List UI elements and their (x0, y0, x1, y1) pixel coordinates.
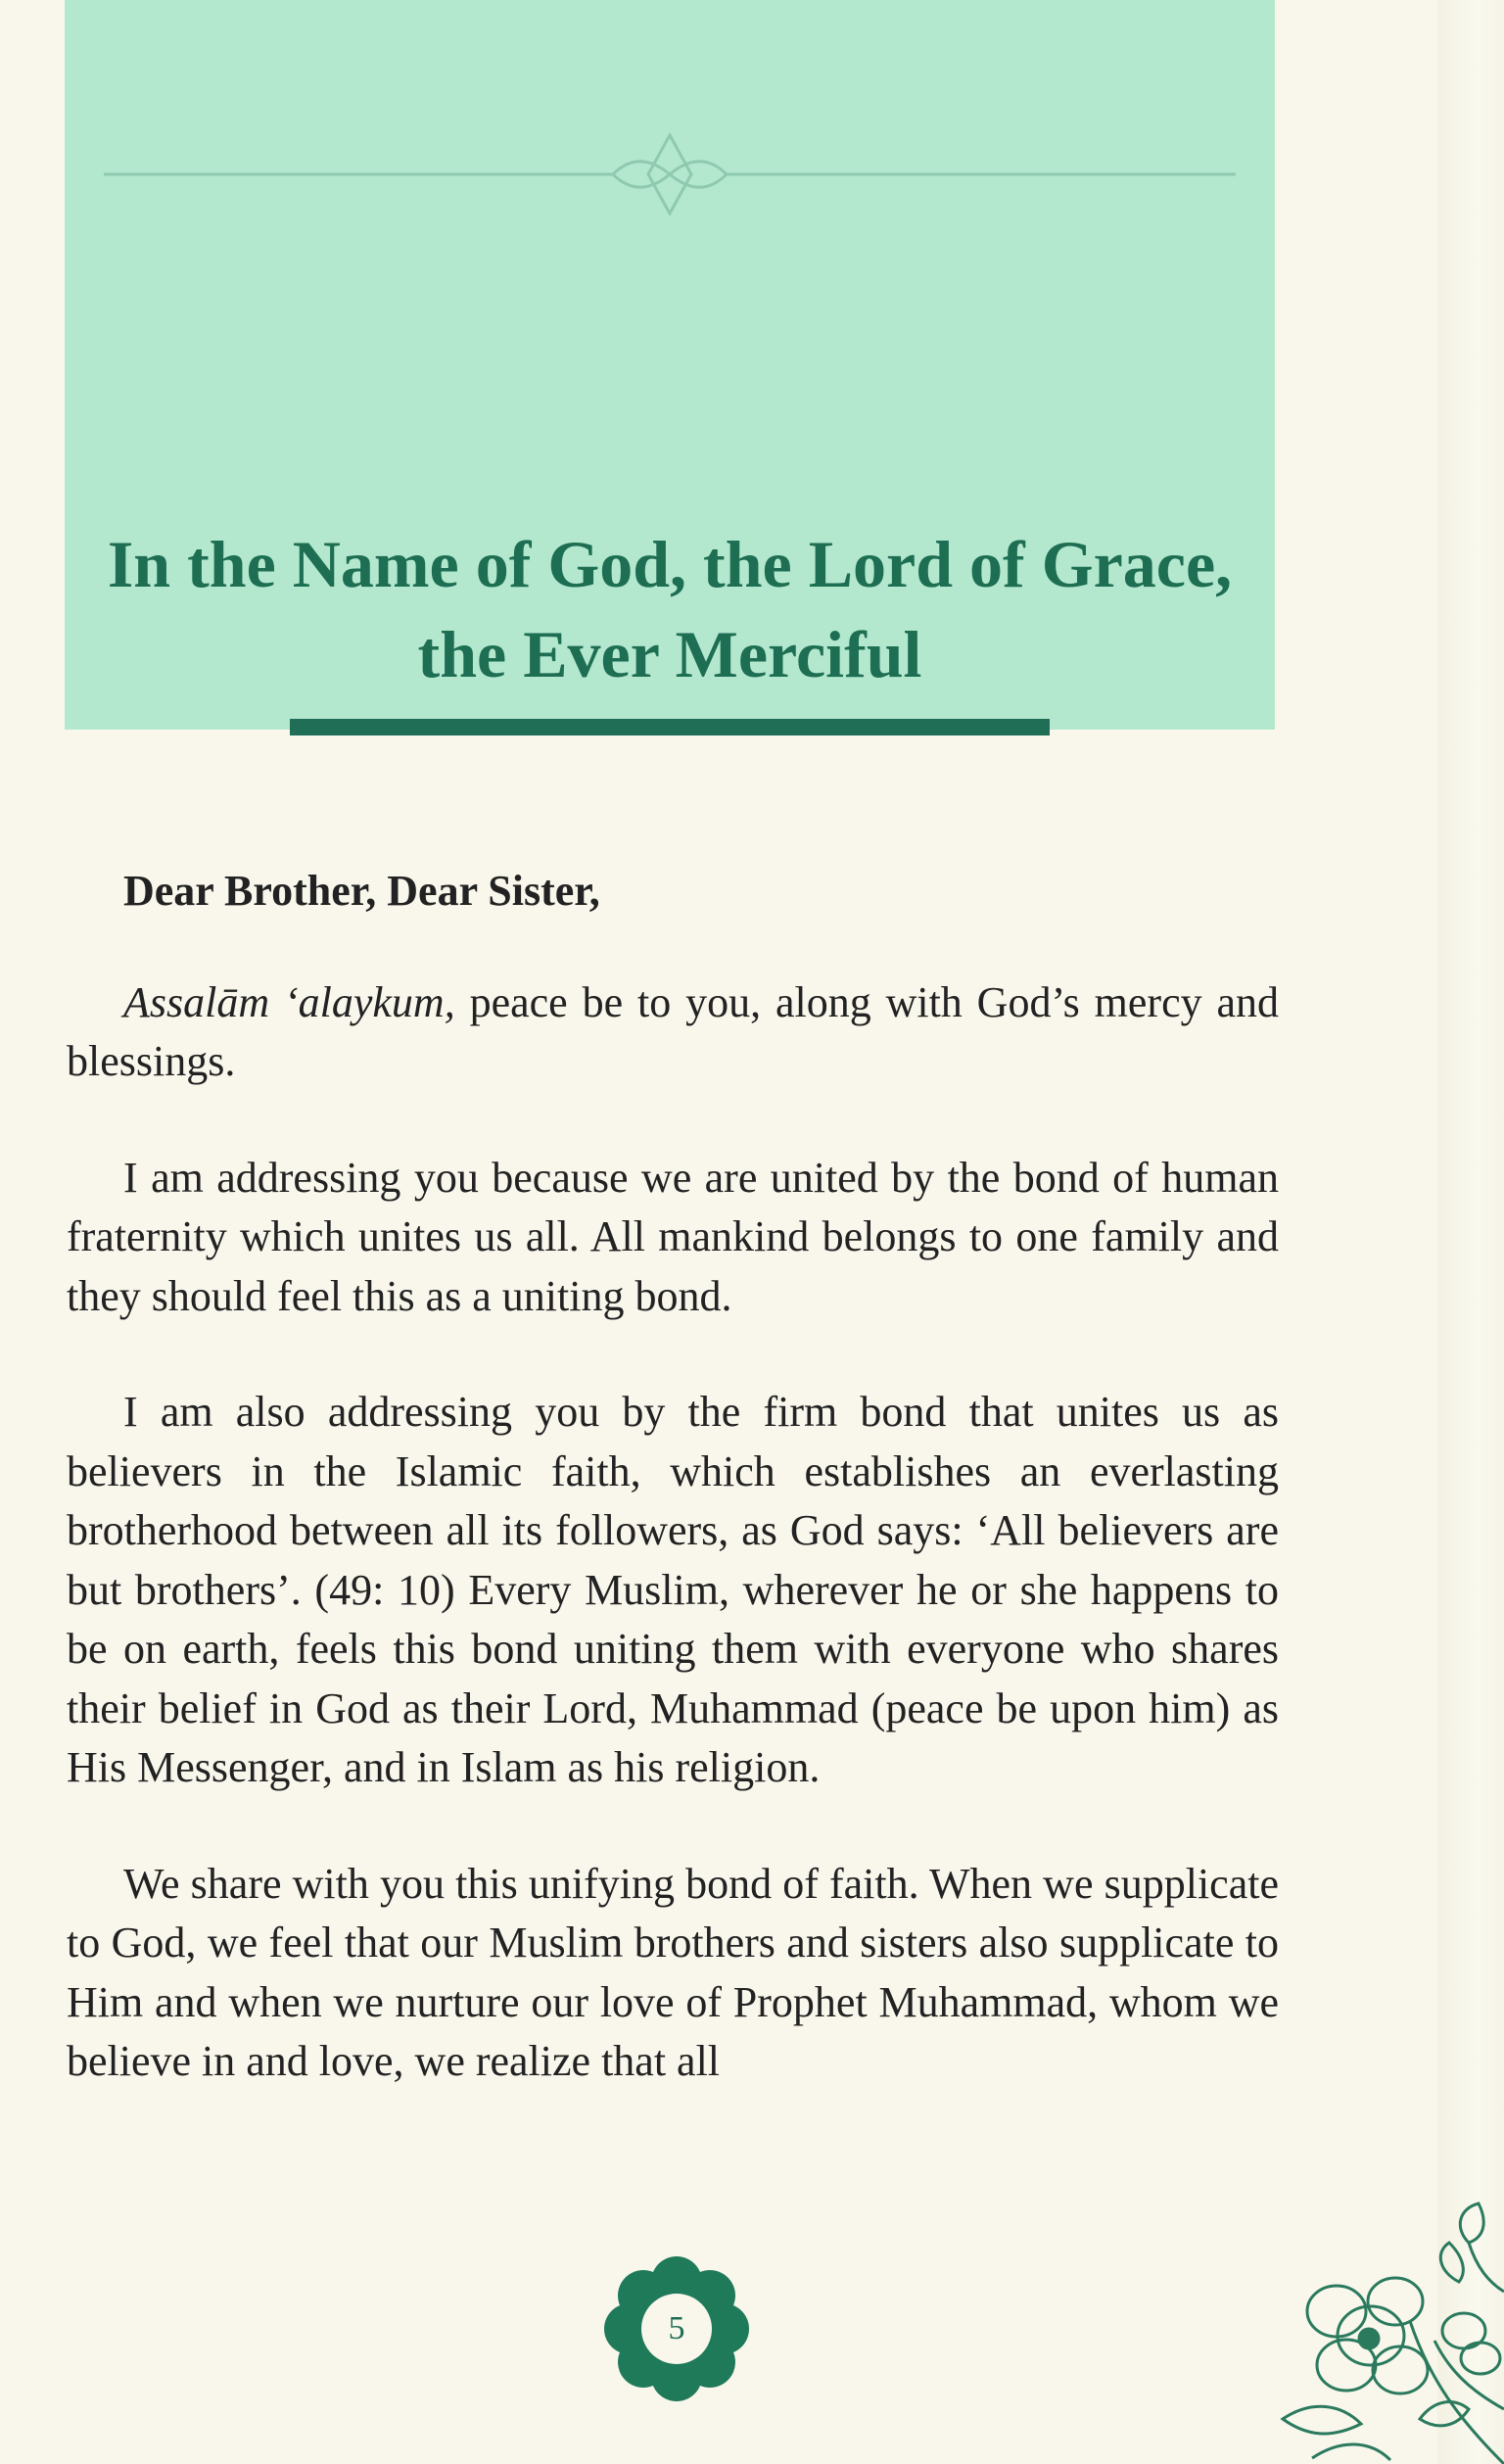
paragraph-greeting (67, 973, 1279, 1092)
page-number: 5 (668, 2310, 685, 2346)
floral-corner-icon (1224, 2174, 1504, 2464)
title-underline (290, 719, 1050, 735)
greeting-italic: Assalām ‘alaykum, (123, 977, 455, 1026)
paragraph-islamic-bond: I am also addressing you by the firm bond that unites us as believers in the Islamic faith, which establishes an everlasting brotherhood between all its followers, as God says: ‘All believers are but brothers’. (49: 10) Every Muslim, wherever he or she happens to be on earth, feels this bond uniting them with everyone who shares their belief in God as their Lord, Muhammad (peace be upon him) as His Messenger, and in Islam as his religion. (67, 1388, 1279, 1791)
title-line-1: In the Name of God, the Lord of Grace, (107, 527, 1233, 601)
title-line-2: the Ever Merciful (417, 617, 922, 691)
salutation: Dear Brother, Dear Sister, (123, 867, 600, 915)
paragraph-unifying-faith: We share with you this unifying bond of faith. When we supplicate to God, we feel that our Muslim brothers and sisters also supplicate to Him and when we nurture our love of Prophet Muhammad, whom we believe in and love, we realize that all (67, 1859, 1279, 2085)
letter-body (67, 862, 1279, 2149)
paragraph-human-fraternity: I am addressing you because we are united by the bond of human fraternity which unites us all. All mankind belongs to one family and they should feel this as a uniting bond. (67, 1153, 1279, 1320)
greeting-text: peace be to you, along with God’s mercy and blessings. (67, 977, 1280, 1085)
page-title (65, 519, 1275, 699)
page-number-badge (600, 2252, 753, 2405)
ornamental-divider-icon (65, 116, 1275, 233)
page-edge (1437, 0, 1504, 2464)
